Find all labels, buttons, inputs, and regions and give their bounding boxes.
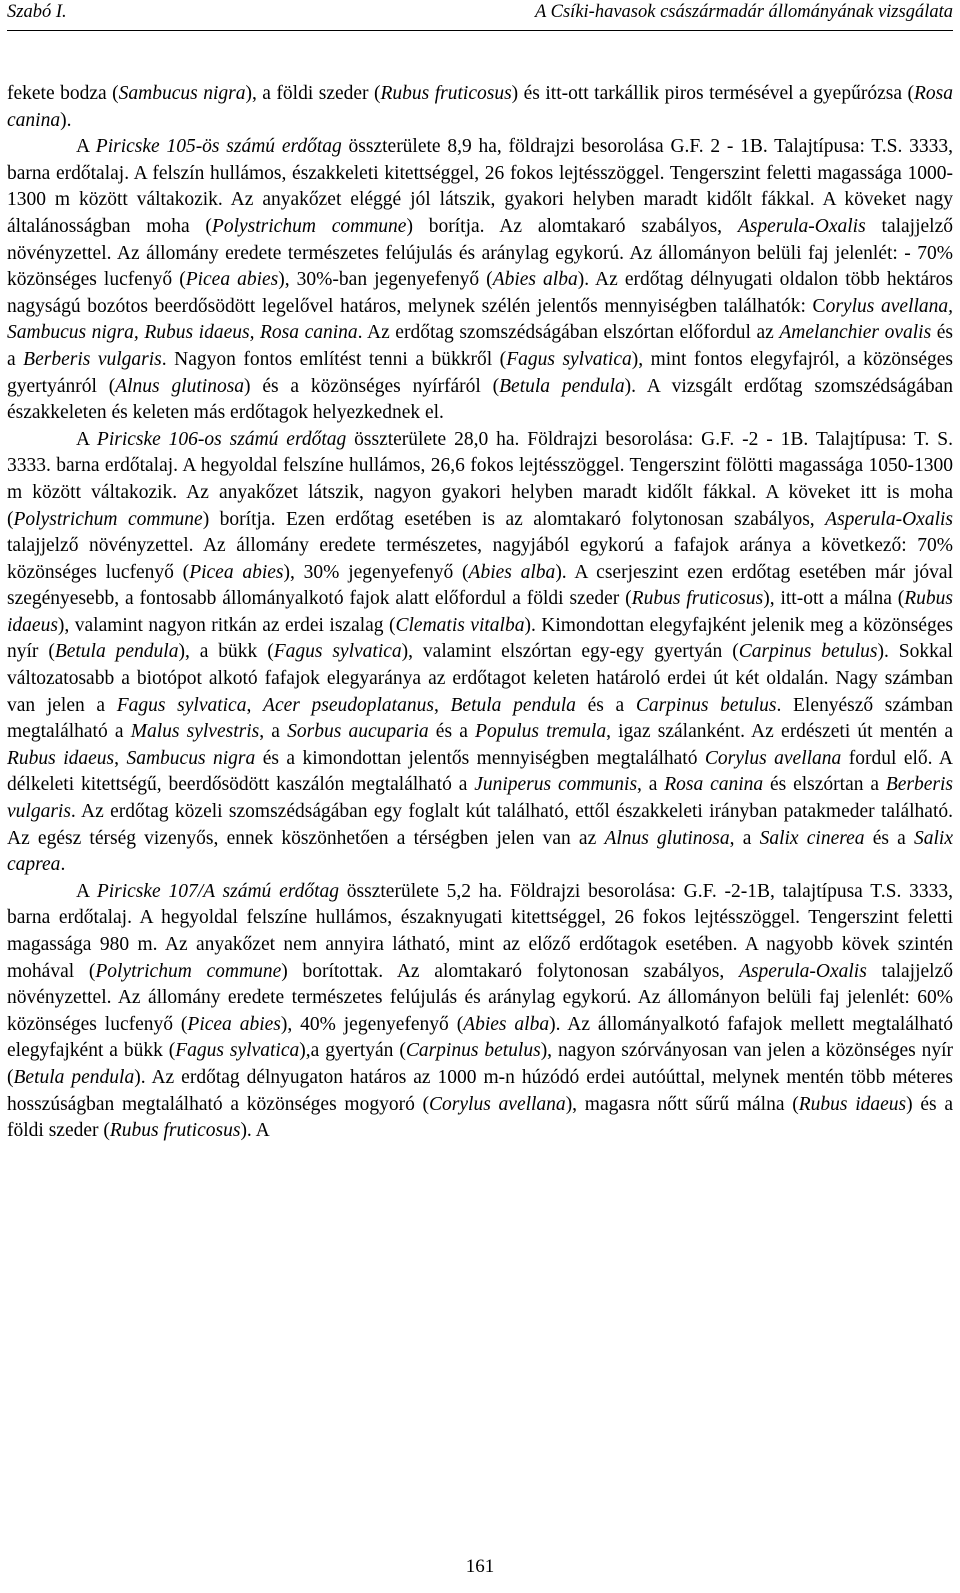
species-name: Alnus glutinosa <box>604 827 730 849</box>
species-name: Fagus sylvatica <box>116 694 247 716</box>
text-run: talajjelző növényzettel. Az állomány eredete természetes, nagyjából egykorú a fafajok aránya a következő: 70% közönséges lucfenyő ( <box>7 535 953 583</box>
species-name: Piricske 106-os számú erdőtag <box>96 428 347 450</box>
species-name: Picea abies <box>185 269 279 291</box>
text-run: ). Kimondottan elegyfajként jelenik meg a közönséges nyír ( <box>7 614 953 663</box>
text-run: , <box>114 747 127 769</box>
species-name: Betula pendula <box>450 694 576 716</box>
text-run: fekete bodza ( <box>7 83 119 104</box>
text-run: ), 30%-ban jegenyefenyő ( <box>278 269 493 291</box>
species-name: Picea abies <box>187 1013 281 1035</box>
species-name: Rosa canina <box>7 83 953 131</box>
species-name: Rosa canina <box>664 774 764 796</box>
species-name: Alnus glutinosa <box>115 375 245 397</box>
text-run: ) borítja. Az alomtakaró szabályos, <box>406 215 738 237</box>
text-run: ). A <box>240 1120 270 1142</box>
species-name: Malus sylvestris <box>130 721 260 743</box>
species-name: Populus tremula <box>475 721 607 743</box>
text-run: , <box>433 694 451 716</box>
species-name: Fagus sylvatica <box>273 641 402 663</box>
text-run: ). A cserjeszint ezen erdőtag esetében már jóval szegényesebb, a fontosabb állományalkotó fajok alatt előfordul a földi szeder ( <box>7 561 954 610</box>
species-name: Piricske 107/A számú erdőtag <box>96 880 340 902</box>
text-run: ). Az állományalkotó fafajok mellett megtalálható elegyfajként a bükk ( <box>7 1013 953 1062</box>
header-author: Szabó I. <box>7 2 67 22</box>
species-name: Carpinus betulus <box>738 641 878 663</box>
text-run: . Nagyon fontos említést tenni a bükkről ( <box>161 348 507 370</box>
species-name: Berberis vulgaris <box>7 774 953 823</box>
species-name: Betula pendula <box>13 1066 135 1088</box>
text-run: ). A vizsgált erdőtag szomszédságában északkeleten és keleten más erdőtagok helyezkednek el. <box>7 375 953 424</box>
text-run: ). Sokkal változatosabb a biotópot alkotó fafajok elegyaránya az erdőtagot keleten határoló erdei út két oldalán. Nagy számban van jelen a <box>7 641 953 716</box>
species-name: Polystrichum commune <box>211 215 407 237</box>
species-name: Betula pendula <box>499 375 625 397</box>
text-run: ) borítottak. Az alomtakaró folytonosan szabályos, <box>281 960 739 982</box>
text-run: ) és a földi szeder ( <box>7 1093 953 1142</box>
species-name: Fagus sylvatica <box>506 348 632 370</box>
text-run: . Elenyésző számban megtalálható a <box>7 694 954 743</box>
species-name: Asperula-Oxalis <box>738 960 867 982</box>
species-name: Abies alba <box>463 1013 550 1035</box>
paragraph-piricske-107a <box>7 879 953 1145</box>
text-run: ). <box>60 109 72 131</box>
paragraph-continuation <box>7 81 953 134</box>
species-name: Clematis vitalba <box>395 614 525 636</box>
species-name: Juniperus communis <box>474 774 638 796</box>
text-run: talajjelző növényzettel. Az állomány eredete természetes felújulás és aránylag egykorú. Az állományon belüli faj jelenlét: 60% közönséges lucfenyő ( <box>7 960 953 1035</box>
text-run: összterülete 8,9 ha, földrajzi besorolása G.F. 2 - 1B. Talajtípusa: T.S. 3333, barna erdőtalaj. A felszín hullámos, északkeleti kitettséggel, 26 fokos lejtésszöggel. Tengerszint feletti magassága 1000-1300 m között váltakozik. Az anyakőzet eléggé jól látszik, gyakori helyben maradt kidőlt fákkal. A köveket nagy általánosságban moha ( <box>7 136 953 237</box>
species-name: Polystrichum commune <box>13 508 203 530</box>
text-run: ), nagyon szórványosan van jelen a közönséges nyír ( <box>7 1040 954 1088</box>
text-run: ) borítja. Ezen erdőtag esetében is az alomtakaró folytonosan szabályos, <box>202 508 826 530</box>
species-name: Rubus fruticosus <box>380 83 512 104</box>
species-name: Corylus avellana <box>429 1093 566 1115</box>
species-name: Carpinus betulus <box>635 694 777 716</box>
text-run: . <box>60 854 66 876</box>
species-name: Salix cinerea <box>759 827 865 849</box>
text-run: . Az erdőtag közeli szomszédságában egy foglalt kút található, ettől északkeleti irányban patakmeder található. Az egész térség vizenyős, ennek köszönhetően a térségben jelen van az <box>7 801 953 849</box>
text-run: fordul elő. A délkeleti kitettségű, beerdősödött kaszálón megtalálható a <box>7 747 954 796</box>
text-run: és elszórtan a <box>763 774 886 796</box>
species-name: Rubus fruticosus <box>631 588 764 610</box>
species-name: Piricske 105-ös számú erdőtag <box>95 136 342 158</box>
paragraph-piricske-105 <box>7 134 953 427</box>
text-run: , a <box>637 774 665 796</box>
text-run: , <box>246 694 264 716</box>
species-name: Betula pendula <box>54 641 179 663</box>
header-title: A Csíki-havasok császármadár állományának vizsgálata <box>535 2 953 22</box>
species-name: Carpinus betulus <box>405 1040 541 1062</box>
text-run: ), valamint elszórtan egy-egy gyertyán ( <box>401 641 739 663</box>
text-run: A <box>76 136 96 158</box>
text-run: ), mint fontos elegyfajról, a közönséges gyertyánról ( <box>7 348 954 397</box>
text-run: , a <box>729 827 760 849</box>
species-name: Rubus idaeus <box>7 747 115 769</box>
text-run: ), 40% jegenyefenyő ( <box>280 1013 464 1035</box>
species-name: Corylus avellana <box>704 747 842 769</box>
text-run: és a <box>428 721 476 743</box>
text-run: ), 30% jegenyefenyő ( <box>283 561 469 583</box>
text-run: ). Az erdőtag délnyugati oldalon több hektáros nagyságú bozótos beerdősödött legelővel határos, melynek szélén jelentős mennyiségben találhatók: C <box>7 269 953 317</box>
text-run: összterülete 5,2 ha. Földrajzi besorolása: G.F. -2-1B, talajtípusa T.S. 3333, barna erdőtalaj. A hegyoldal felszíne hullámos, északnyugati kitettséggel, 26 fokos lejtésszöggel. Tengerszint feletti magassága 980 m. Az anyakőzet nem annyira látható, mint az előző erdőtagok esetében. A nagyobb kövek szintén mohával ( <box>7 880 953 982</box>
text-run: talajjelző növényzettel. Az állomány eredete természetes felújulás és aránylag egykorú. Az állományon belüli faj jelenlét: - 70% közönséges lucfenyő ( <box>7 215 953 291</box>
text-run: összterülete 28,0 ha. Földrajzi besorolása: G.F. -2 - 1B. Talajtípusa: T. S. 3333. barna erdőtalaj. A hegyoldal felszíne hullámos, 26,6 fokos lejtésszöggel. Tengerszint fölötti magassága 1050-1300 m között váltakozik. Az anyakőzet látszik, nagyon gyakori helyben maradt kidőlt fákkal. A köveket itt is moha ( <box>7 428 954 530</box>
species-name: Asperula-Oxalis <box>825 508 953 530</box>
text-run: ), a bükk ( <box>178 641 274 663</box>
species-name: Amelanchier ovalis <box>779 322 932 344</box>
text-run: és a <box>575 694 636 716</box>
species-name: Abies alba <box>468 561 556 583</box>
text-run: ), magasra nőtt sűrű málna ( <box>565 1093 799 1115</box>
species-name: Fagus sylvatica <box>175 1040 300 1062</box>
species-name: Acer pseudoplatanus <box>263 694 434 716</box>
text-run: és a kimondottan jelentős mennyiségben megtalálható <box>255 747 705 769</box>
text-run: A <box>76 880 97 902</box>
species-name: Rubus fruticosus <box>109 1120 241 1142</box>
text-run: ), valamint nagyon ritkán az erdei iszalag ( <box>57 614 396 636</box>
species-name: Rubus idaeus <box>7 588 953 636</box>
text-run: , a <box>259 721 288 743</box>
species-name: Polytrichum commune <box>95 960 282 982</box>
text-run: , igaz szálanként. Az erdészeti út mentén a <box>606 721 953 743</box>
species-name: Sambucus nigra <box>126 747 256 769</box>
text-run: . Az erdőtag szomszédságában elszórtan előfordul az <box>357 322 780 344</box>
species-name: Rubus idaeus <box>798 1093 907 1115</box>
text-run: ). Az erdőtag délnyugaton határos az 1000 m-n húzódó erdei autóúttal, melynek mentén több méteres hosszúságban megtalálható a közönséges mogyoró ( <box>7 1066 953 1115</box>
text-run: ) és itt-ott tarkállik piros termésével a gyepűrózsa ( <box>511 83 914 104</box>
paragraph-piricske-106 <box>7 427 953 879</box>
text-run: ), a földi szeder ( <box>245 83 381 104</box>
text-run: A <box>76 428 97 450</box>
species-name: Sorbus aucuparia <box>287 721 429 743</box>
text-run: ) és a közönséges nyírfáról ( <box>244 375 500 397</box>
running-header <box>7 2 953 28</box>
species-name: Berberis vulgaris <box>23 348 162 370</box>
header-divider <box>7 30 953 31</box>
page-number: 161 <box>465 1556 495 1577</box>
text-run: és a <box>7 322 953 370</box>
species-name: Salix caprea <box>7 827 953 876</box>
species-name: Abies alba <box>492 269 578 291</box>
species-name: Picea abies <box>189 561 284 583</box>
species-name: Sambucus nigra <box>118 83 246 104</box>
body-text <box>7 81 953 1145</box>
text-run: ),a gyertyán ( <box>299 1040 406 1062</box>
text-run: ), itt-ott a málna ( <box>763 588 905 610</box>
species-name: Asperula-Oxalis <box>737 215 866 237</box>
species-name: orylus avellana, Sambucus nigra, Rubus idaeus, Rosa canina <box>7 295 953 344</box>
text-run: és a <box>864 827 914 849</box>
